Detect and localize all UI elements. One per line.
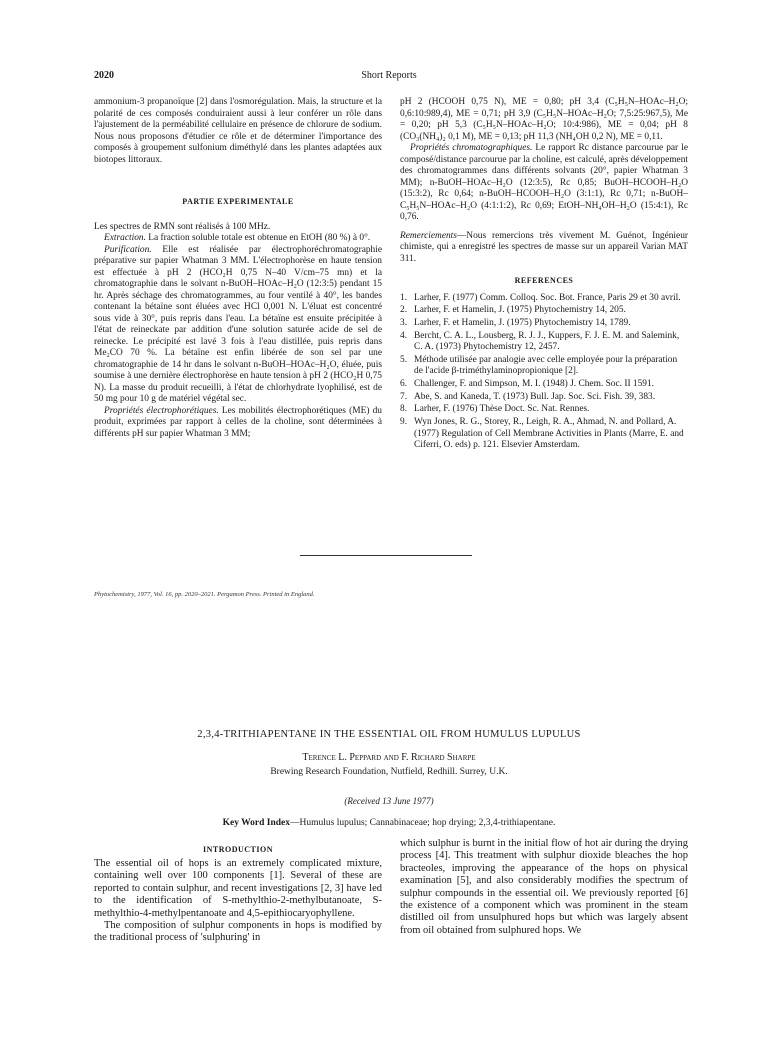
reference-text: Abe, S. and Kaneda, T. (1973) Bull. Jap. Soc. Sci. Fish. 39, 383.	[414, 391, 656, 402]
reference-number: 9.	[400, 417, 408, 427]
article-authors: Terence L. Peppard and F. Richard Sharpe	[302, 752, 476, 763]
reference-item	[400, 379, 688, 391]
introduction-left-column	[94, 858, 382, 945]
right-column	[400, 97, 688, 453]
page-header	[94, 70, 684, 84]
keyword-text: —Humulus lupulus; Cannabinaceae; hop drying; 2,3,4-trithiapentane.	[289, 818, 556, 828]
section-divider	[300, 555, 472, 556]
reference-number: 1.	[400, 292, 408, 303]
chromatographic-text: Le rapport Rc distance parcourue par le composé/distance parcourue par la choline, est calculé, après développement des chromatogrammes dans différents solvants (20°, papier Whatman 3 MM); n-BuOH–HOAc–H₂O (12:3:5), Rc 0,85; BuOH–HCOOH–H₂O (15:3:2), Rc 0,64; n-BuOH–HCOOH–H₂O (3:1:1), Rc 0,71; n-BuOH–C₅H₅N–HOAc–H₂O (4:1:1:2), Rc 0,69; EtOH–NH₄OH–H₂O (15:4:1), Rc 0,76.	[400, 143, 688, 222]
reference-text: Larher, F. et Hamelin, J. (1975) Phytochemistry 14, 205.	[414, 305, 626, 316]
introduction-paragraph: which sulphur is burnt in the initial flow of hot air during the drying process [4]. This treatment with sulphur dioxide bleaches the hop bracteoles, improving the appearance of the hops on physical examination [5], and also considerably modifies the spectrum of sulphur compounds in the essential oil. We previously reported [6] the existence of a component which was prominent in the steam distilled oil from unsulphured hops but which was largely absent from oil obtained from sulphured hops. We	[400, 838, 688, 936]
section-heading: PARTIE EXPERIMENTALE	[182, 197, 294, 206]
author-affiliation: Brewing Research Foundation, Nutfield, Redhill. Surrey, U.K.	[270, 767, 508, 777]
continuation-paragraph: pH 2 (HCOOH 0,75 N), ME = 0,80; pH 3,4 (C₅H₅N–HOAc–H₂O; 0,6:10:989,4), ME = 0,71; pH 3,9 (C₅H₅N–HOAc–H₂O; 7,5:25:967,5), Me = 0,20; pH 5,3 (C₅H₅N–HOAc–H₂O; 10:4:986), ME = 0,04; pH 8 (CO₃(NH₄)₂ 0,1 M), ME = 0,13; pH 11,3 (NH₄OH 0,2 N), ME = 0,11.	[400, 97, 688, 142]
reference-text: Bercht, C. A. L., Lousberg, R. J. J., Kuppers, F. J. E. M. and Salemink, C. A. (1973) Phytochemistry 12, 2457.	[414, 330, 680, 353]
reference-item	[400, 305, 688, 317]
chromatographic-label: Propriétés chromatographiques.	[410, 143, 533, 153]
keyword-label: Key Word Index	[222, 818, 290, 828]
chromatographic-paragraph	[400, 143, 688, 224]
purification-label: Purification.	[104, 244, 152, 255]
reference-number: 6.	[400, 378, 408, 389]
keyword-index	[94, 818, 684, 828]
reference-number: 8.	[400, 404, 408, 415]
references-heading: REFERENCES	[514, 276, 574, 285]
extraction-paragraph	[94, 233, 382, 245]
reference-text: Larher, F. et Hamelin, J. (1975) Phytochemistry 14, 1789.	[414, 317, 631, 328]
continuation-paragraph: ammonium-3 propanoïque [2] dans l'osmorégulation. Mais, la structure et la polarité de ces composés conduiraient aussi à leur conférer un rôle dans l'ajustement de la perméabilité cellulaire en présence de chlorure de sodium. Nous nous proposons d'étudier ce rôle et de déterminer l'importance des composés à groupement sulfonium diméthylé dans les plantes adaptées aux biotopes littoraux.	[94, 97, 382, 165]
acknowledgements	[400, 231, 688, 266]
reference-item	[400, 293, 688, 305]
introduction-right-column	[400, 838, 688, 937]
reference-item	[400, 331, 688, 354]
reference-text: Larher, F. (1977) Comm. Colloq. Soc. Bot. France, Paris 29 et 30 avril.	[414, 292, 681, 303]
page-number: 2020	[94, 70, 114, 81]
article-title: 2,3,4-TRITHIAPENTANE IN THE ESSENTIAL OIL FROM HUMULUS LUPULUS	[197, 729, 581, 740]
acknowledgements-text: —Nous remercions très vivement M. Guénot, Ingénieur chimiste, qui a enregistré les spectres de masse sur un appareil Varian MAT 311.	[400, 230, 688, 264]
received-date: (Received 13 June 1977)	[344, 796, 434, 806]
reference-text: Larher, F. (1976) Thèse Doct. Sc. Nat. Rennes.	[414, 404, 590, 415]
introduction-paragraph: The essential oil of hops is an extremely complicated mixture, containing well over 100 components [1]. Several of these are reported to contain sulphur, and recent investigations [2, 3] have led to the identification of S-methylthio-2-methylbutanoate, S-methylthio-4-methylpentanoate and 4,5-epithiocaryophyllene.	[94, 858, 382, 919]
electrophoretic-paragraph	[94, 406, 382, 441]
reference-text: Méthode utilisée par analogie avec celle employée pour la préparation de l'acide β-triméthylaminopropionique [2].	[414, 354, 678, 377]
introduction-heading: INTRODUCTION	[202, 845, 273, 854]
reference-number: 7.	[400, 391, 408, 402]
journal-citation: Phytochemistry, 1977, Vol. 16, pp. 2020–2021. Pergamon Press. Printed in England.	[94, 591, 315, 598]
purification-text: Elle est réalisée par électrophoréchromatographie préparative sur papier Whatman 3 MM. L'électrophorèse en haute tension est effectuée à pH 2 (HCO₂H 0,75 N–40 V/cm–75 mn) et la chromatographie dans le solvant n-BuOH–HOAc–H₂O (12:3:5) pendant 15 hr. Après séchage des chromatogrammes, au four ventilé à 40°, les bandes contenant la bétaïne sont éluées avec HCl 0,001 N. L'éluat est concentré sous vide à 30°, puis repris dans l'eau. La bétaïne est ensuite précipitée à l'état de reineckate par addition d'une solution saturée acide de sel de reinecke. Le précipité est lavé 3 fois à l'eau distillée, puis repris dans Me₂CO 70 %. La bétaïne est enfin libérée de son sel par une chromatographie de 14 hr dans le solvant n-BuOH–HOAc–H₂O, éluée, puis soumise à une dernière électrophorèse en haute tension à pH 2 (HCO₂H 0,75 N). La masse du produit recueilli, à l'état de chlorhydrate lyophilisé, est de 50 mg pour 10 g de matériel végétal sec.	[94, 244, 382, 404]
reference-number: 5.	[400, 354, 408, 365]
reference-item	[400, 404, 688, 416]
acknowledgements-label: Remerciements	[400, 230, 457, 241]
reference-item	[400, 318, 688, 330]
left-column	[94, 97, 382, 440]
reference-list	[400, 293, 688, 452]
journal-section: Short Reports	[361, 70, 417, 81]
reference-item	[400, 417, 688, 452]
reference-item	[400, 392, 688, 404]
electrophoretic-text: Les mobilités électrophorétiques (ME) du produit, exprimées par rapport à celles de la choline, sont déterminées à différents pH sur papier Whatman 3 MM;	[94, 405, 382, 439]
reference-item	[400, 355, 688, 378]
purification-paragraph	[94, 245, 382, 406]
reference-number: 3.	[400, 317, 408, 328]
nmr-paragraph: Les spectres de RMN sont réalisés à 100 MHz.	[94, 221, 271, 232]
electrophoretic-label: Propriétés électrophorétiques.	[104, 405, 219, 416]
extraction-label: Extraction.	[104, 233, 146, 243]
introduction-paragraph: The composition of sulphur components in hops is modified by the traditional process of 'sulphuring' in	[94, 920, 382, 944]
reference-text: Wyn Jones, R. G., Storey, R., Leigh, R. A., Ahmad, N. and Pollard, A. (1977) Regulation of Cell Membrane Activities in Plants (Marre, E. and Ciferri, O. eds) p. 121. Elsevier Amsterdam.	[414, 417, 684, 450]
reference-text: Challenger, F. and Simpson, M. I. (1948) J. Chem. Soc. II 1591.	[414, 378, 654, 389]
reference-number: 4.	[400, 330, 408, 341]
extraction-text: La fraction soluble totale est obtenue en EtOH (80 %) à 0°.	[145, 233, 371, 243]
reference-number: 2.	[400, 305, 408, 316]
